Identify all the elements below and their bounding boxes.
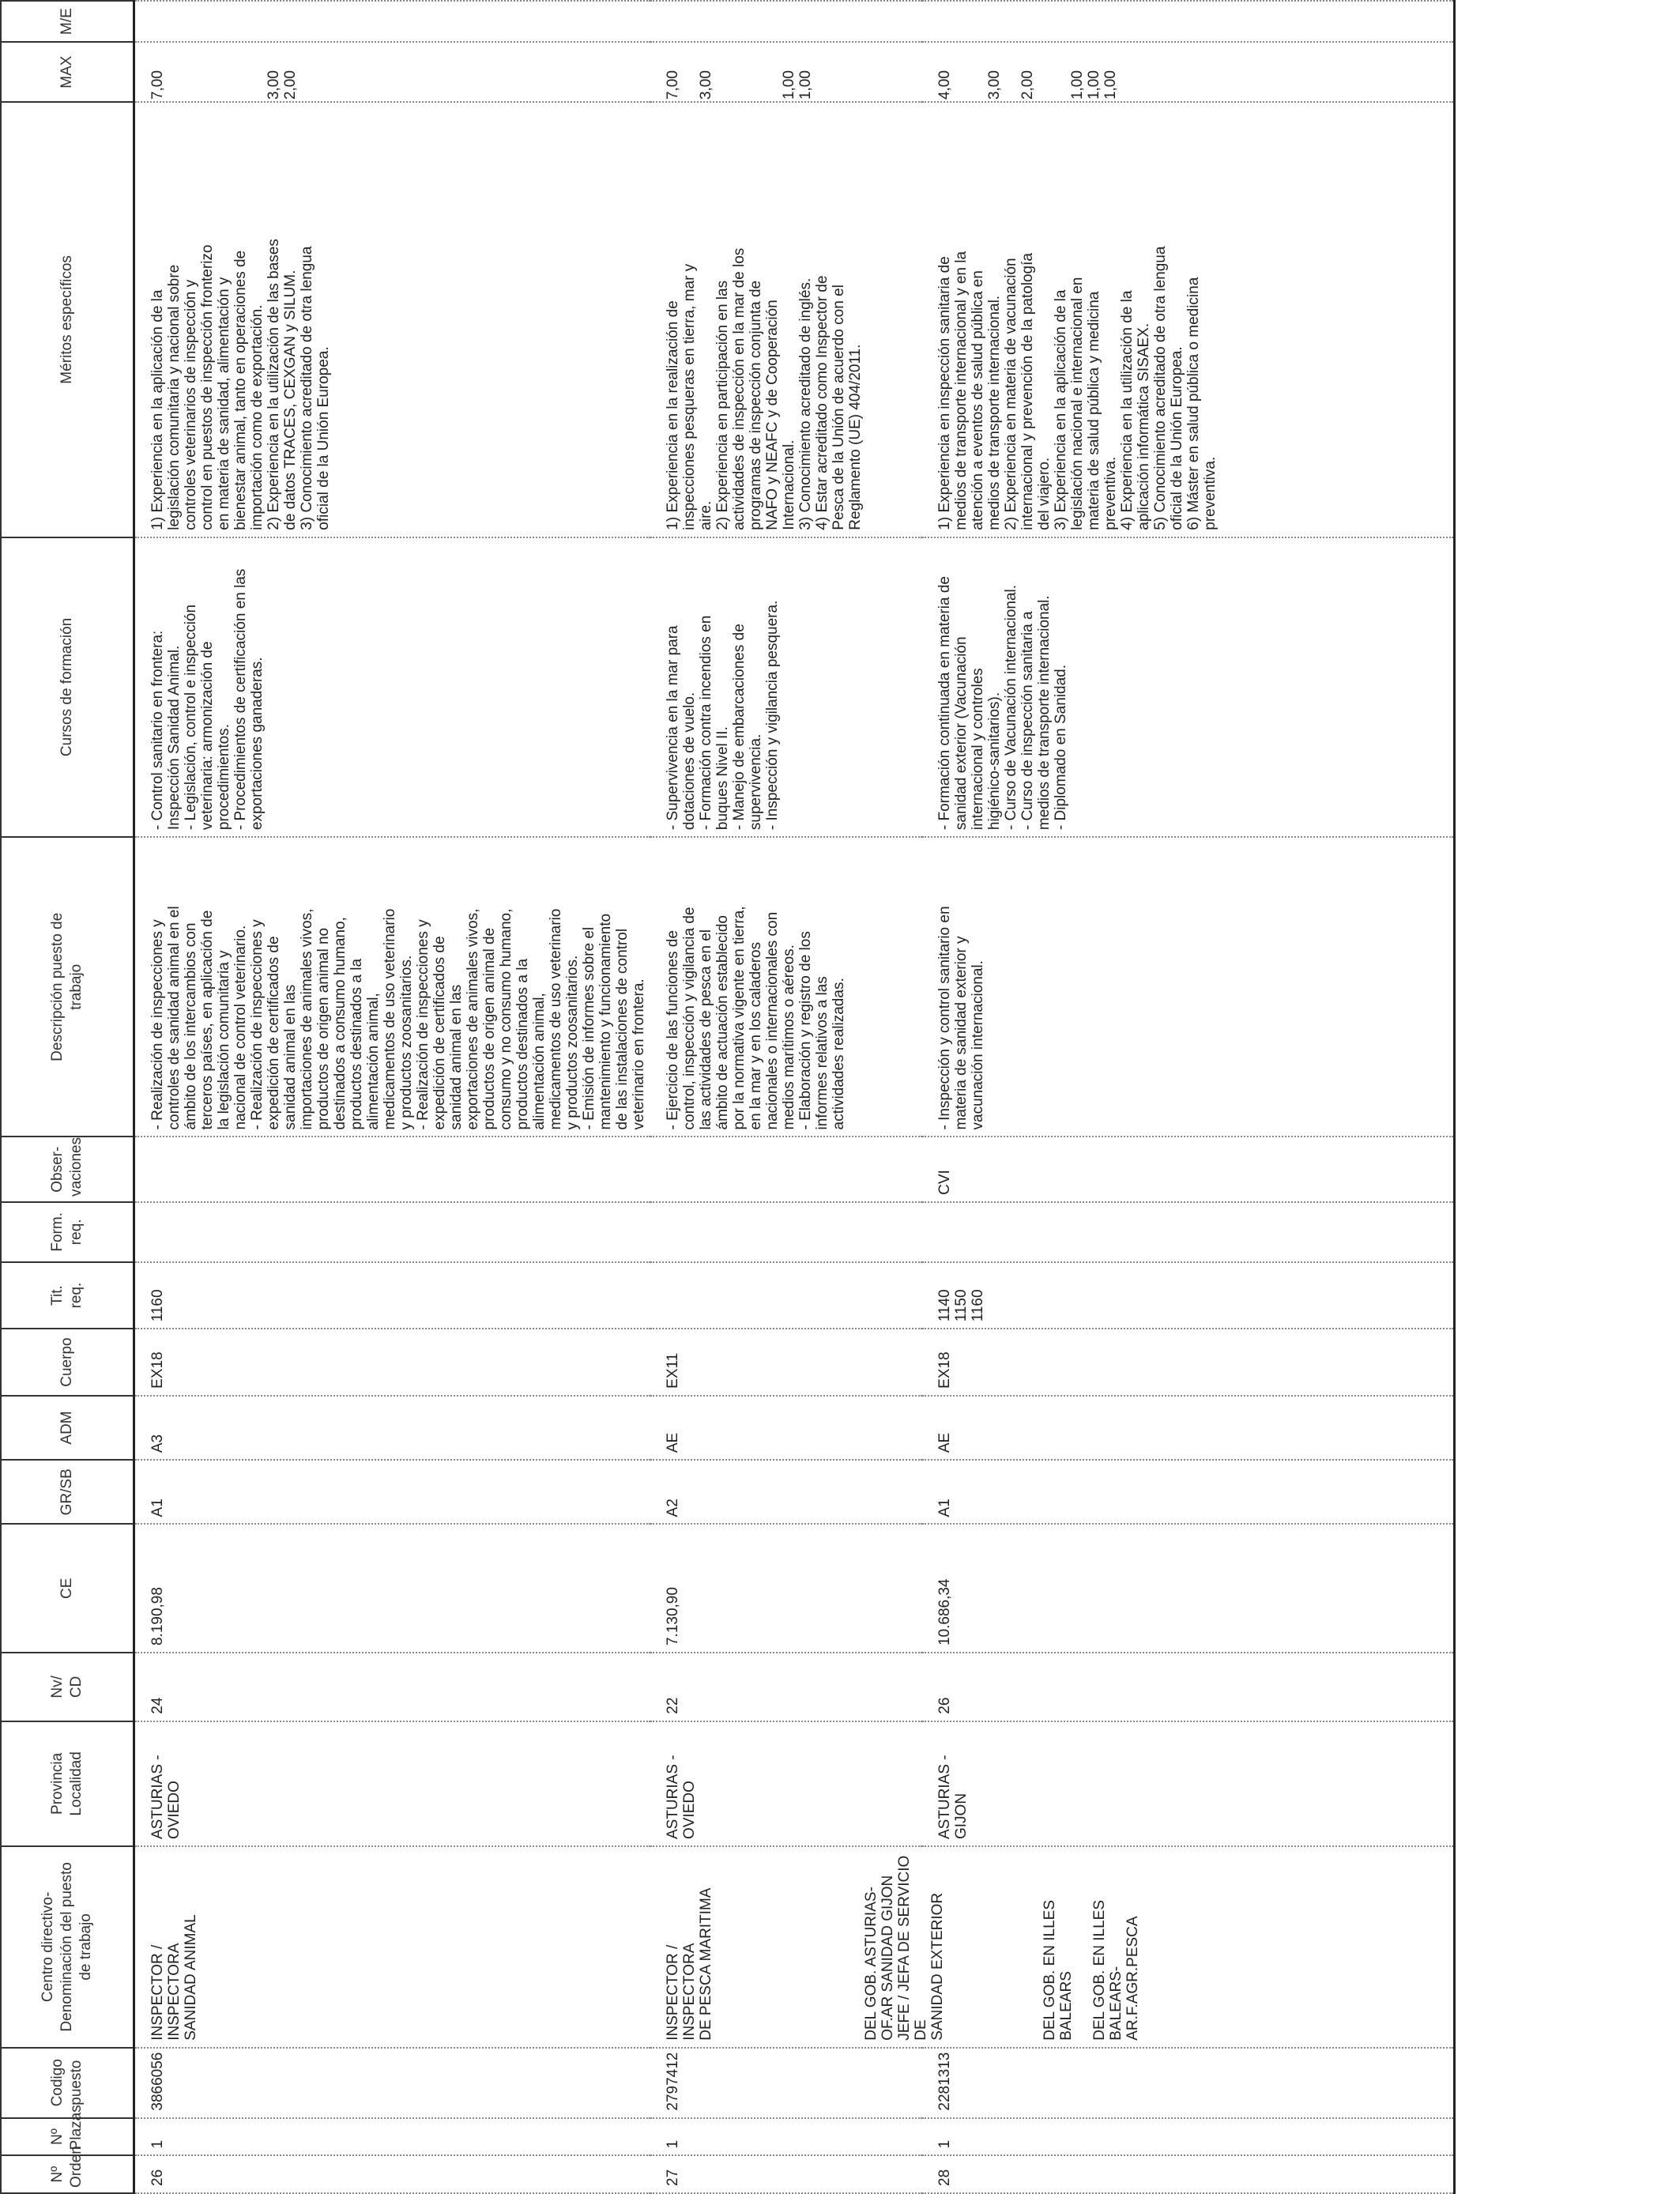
- cell-me: [650, 1, 922, 42]
- cell-centro: INSPECTOR / INSPECTORA DE PESCA MARITIMA: [650, 1846, 922, 2048]
- cell-titulacion: [650, 1262, 922, 1329]
- cell-max: 4,00 3,00 2,00 1,00 1,00 1,00: [922, 42, 1455, 102]
- cell-nivel: 26: [922, 1653, 1455, 1721]
- cell-meritos: 1) Experiencia en la aplicación de la legislación comunitaria y nacional sobre controles veterinarios de inspección y control en puestos de inspección fronterizo en materia de sanidad, alimentación y bienestar animal, tanto en operaciones de importación como de exportación. 2) Experiencia en la utilización de las bases de datos TRACES, CEXGAN y SILUM. 3) Conocimiento acreditado de otra lengua oficial de la Unión Europea.: [134, 102, 651, 537]
- cell-me: [134, 1, 651, 42]
- cell-provincia: ASTURIAS - OVIEDO: [134, 1721, 651, 1846]
- header-cuerpo: Cuerpo: [1, 1329, 134, 1396]
- cell-centro: INSPECTOR / INSPECTORA SANIDAD ANIMAL: [134, 1846, 651, 2048]
- cell-formacion: [650, 1202, 922, 1262]
- cell-provincia: ASTURIAS - GIJON: [922, 1721, 1455, 1846]
- cell-titulacion: 1140 1150 1160: [922, 1262, 1455, 1329]
- cell-descripcion: - Realización de inspecciones y controles de sanidad animal en el ámbito de los intercambios con terceros países, en aplicación de la legislación comunitaria y nacional de control veterinario. - Realización de inspecciones y expedición de certificados de sanidad animal en las importaciones de animales vivos, productos de origen animal no destinados a consumo humano, productos destinados a la alimentación animal, medicamentos de uso veterinario y productos zoosanitarios. - Realización de inspecciones y expedición de certificados de sanidad animal en las exportaciones de animales vivos, productos de origen animal de consumo y no consumo humano, productos destinados a la alimentación animal, medicamentos de uso veterinario y productos zoosanitarios. - Emisión de informes sobre el mantenimiento y funcionamiento de las instalaciones de control veterinario en frontera.: [134, 837, 651, 1137]
- cell-cuerpo: EX11: [650, 1329, 922, 1396]
- header-cursos: Cursos de formación: [1, 537, 134, 837]
- cell-provincia: ASTURIAS - OVIEDO: [650, 1721, 922, 1846]
- cell-codigo: 3866056: [134, 2048, 651, 2118]
- cell-codigo: 2797412: [650, 2048, 922, 2118]
- cell-descripcion: - Ejercicio de las funciones de control, inspección y vigilancia de las actividades de pesca en el ámbito de actuación establecido por la normativa vigente en tierra, en la mar y en los caladeros nacionales o internacionales con medios marítimos o aéreos. - Elaboración y registro de los informes relativos a las actividades realizadas.: [650, 837, 922, 1137]
- header-me: M/E: [1, 1, 134, 42]
- cell-formacion: [922, 1202, 1455, 1262]
- header-formacion: Form. req.: [1, 1202, 134, 1262]
- header-plazas: Nº Plazas: [1, 2118, 134, 2156]
- header-observaciones: Obser- vaciones: [1, 1137, 134, 1202]
- cell-centro-text: DEL GOB. ASTURIAS- OF.AR SANIDAD GIJON JEFE / JEFA DE SERVICIO DE SANIDAD EXTERIOR: [863, 1855, 946, 2041]
- header-grupo: GR/SB: [1, 1460, 134, 1524]
- cell-plazas: 1: [922, 2118, 1455, 2156]
- header-nivel: Nv/ CD: [1, 1653, 134, 1721]
- cell-codigo: 2281313: [922, 2048, 1455, 2118]
- header-max: MAX: [1, 42, 134, 102]
- cell-titulacion: 1160: [134, 1262, 651, 1329]
- header-descripcion: Descripción puesto de trabajo: [1, 837, 134, 1137]
- cell-ce: 10.686,34: [922, 1524, 1455, 1653]
- cell-max: 7,00 3,00 1,00 1,00: [650, 42, 922, 102]
- cell-adm: AE: [922, 1396, 1455, 1460]
- cell-orden: 26: [134, 2155, 651, 2193]
- cell-cursos: - Supervivencia en la mar para dotaciones de vuelo. - Formación contra incendios en buques Nivel II. - Manejo de embarcaciones de supervivencia. - Inspección y vigilancia pesquera.: [650, 537, 922, 837]
- table-row: [922, 1, 1455, 2193]
- cell-nivel: 22: [650, 1653, 922, 1721]
- cell-grupo: A2: [650, 1460, 922, 1524]
- cell-observaciones: CVI: [922, 1137, 1455, 1202]
- cell-ce: 7.130,90: [650, 1524, 922, 1653]
- header-provincia: Provincia Localidad: [1, 1721, 134, 1846]
- cell-cursos: - Formación continuada en materia de sanidad exterior (Vacunación internacional y controles higiénico-sanitarios). - Curso de Vacunación internacional. - Curso de inspección sanitaria a medios de transporte internacional. - Diplomado en Sanidad.: [922, 537, 1455, 837]
- header-ce: CE: [1, 1524, 134, 1653]
- cell-descripcion: - Inspección y control sanitario en materia de sanidad exterior y vacunación internacional.: [922, 837, 1455, 1137]
- cell-centro: [863, 1846, 1455, 2048]
- cell-centro-extra: DEL GOB. EN ILLES BALEARS DEL GOB. EN ILLES BALEARS-AR.F.AGR.PESCA: [1042, 1899, 1141, 2041]
- header-codigo: Codigo puesto: [1, 2048, 134, 2118]
- cell-plazas: 1: [134, 2118, 651, 2156]
- cell-observaciones: [134, 1137, 651, 1202]
- cell-plazas: 1: [650, 2118, 922, 2156]
- cell-cuerpo: EX18: [134, 1329, 651, 1396]
- cell-me: [922, 1, 1455, 42]
- cell-orden: 27: [650, 2155, 922, 2193]
- cell-orden: 28: [922, 2155, 1455, 2193]
- cell-max: 7,00 3,00 2,00: [134, 42, 651, 102]
- cell-formacion: [134, 1202, 651, 1262]
- cell-meritos: 1) Experiencia en inspección sanitaria de medios de transporte internacional y en la atención a eventos de salud pública en medios de transporte internacional. 2) Experiencia en materia de vacunación internacional y prevención de la patología del viajero. 3) Experiencia en la aplicación de la legislación nacional e internacional en materia de salud pública y medicina preventiva. 4) Experiencia en la utilización de la aplicación informática SISAEX. 5) Conocimiento acreditado de otra lengua oficial de la Unión Europea. 6) Máster en salud pública o medicina preventiva.: [922, 102, 1455, 537]
- cell-adm: A3: [134, 1396, 651, 1460]
- table-row: [134, 1, 651, 2193]
- header-titulacion: Tit. req.: [1, 1262, 134, 1329]
- cell-cuerpo: EX18: [922, 1329, 1455, 1396]
- cell-meritos: 1) Experiencia en la realización de inspecciones pesqueras en tierra, mar y aire. 2) Experiencia en participación en las actividades de inspección en la mar de los programas de inspección conjunta de NAFO y NEAFC y de Cooperación Internacional. 3) Conocimiento acreditado de inglés. 4) Estar acreditado como Inspector de Pesca de la Unión de acuerdo con el Reglamento (UE) 404/2011.: [650, 102, 922, 537]
- cell-nivel: 24: [134, 1653, 651, 1721]
- header-row: [1, 1, 134, 2193]
- cell-ce: 8.190,98: [134, 1524, 651, 1653]
- header-orden: Nº Orden: [1, 2155, 134, 2193]
- cell-adm: AE: [650, 1396, 922, 1460]
- header-centro: Centro directivo- Denominación del puesto de trabajo: [1, 1846, 134, 2048]
- cell-grupo: A1: [134, 1460, 651, 1524]
- header-meritos: Méritos específicos: [1, 102, 134, 537]
- cell-observaciones: [650, 1137, 922, 1202]
- header-adm: ADM: [1, 1396, 134, 1460]
- cell-grupo: A1: [922, 1460, 1455, 1524]
- cell-cursos: - Control sanitario en frontera: Inspección Sanidad Animal. - Legislación, control e inspección veterinaria: armonización de procedimientos. - Procedimientos de certificación en las exportaciones ganaderas.: [134, 537, 651, 837]
